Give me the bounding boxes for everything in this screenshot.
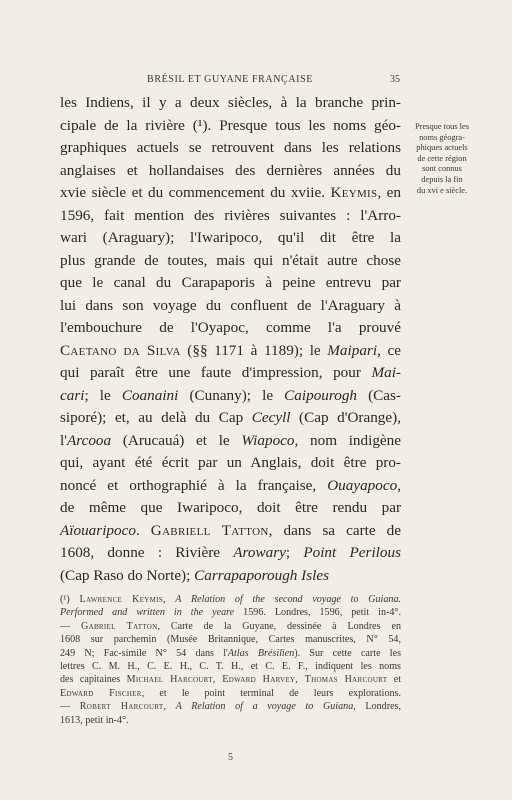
text-run: de même que Iwaripoco, doit être rendu par <box>60 499 401 516</box>
text-line <box>60 250 401 273</box>
footnote-line <box>60 647 401 660</box>
text-run: Cecyll <box>251 409 291 426</box>
text-run: . <box>321 184 331 201</box>
text-run: Coanaini <box>121 386 179 404</box>
text-run: des capitaines <box>60 674 127 686</box>
text-run: ; <box>285 544 304 561</box>
text-run: lui dans son voyage du confluent de l'Araguary à <box>60 296 401 314</box>
text-line <box>60 497 401 520</box>
text-run: Keymis <box>330 184 378 201</box>
text-run: ; le <box>84 386 122 404</box>
signature-mark: 5 <box>228 752 233 763</box>
text-run: ¹ <box>197 116 203 134</box>
marginal-note-line: sont connus <box>422 164 462 174</box>
text-run: (Cunany); le <box>178 386 285 404</box>
footnote-line <box>60 714 401 727</box>
text-run: ( <box>60 594 64 605</box>
text-run: Ouayapoco <box>327 476 398 494</box>
text-run: cipale de la rivière ( <box>60 116 198 134</box>
footnote-line <box>60 620 401 633</box>
text-line <box>60 407 401 430</box>
text-line <box>60 92 401 115</box>
text-run: plus grande de toutes, mais qui n'était autre chose <box>60 251 401 269</box>
text-run: l'embouchure de l'Oyapoc, comme l'a prouvé <box>60 319 401 336</box>
text-run: et <box>387 674 402 686</box>
text-run: ). Sur cette carte les <box>294 647 401 659</box>
text-run: . <box>135 521 151 539</box>
text-run: A Relation of the second voyage to Guiana. <box>175 594 402 605</box>
text-run: ). Presque tous les noms géo- <box>202 116 401 134</box>
text-run: (Cap Raso do Norte); <box>60 566 195 584</box>
text-line <box>60 295 401 318</box>
text-line <box>60 205 401 228</box>
text-run: Maipari <box>327 341 378 359</box>
text-run: , Londres, <box>353 701 402 713</box>
text-run: 1613, petit in-4°. <box>60 714 129 726</box>
marginal-note-line: de cette région <box>417 153 467 163</box>
text-run: Wiapoco <box>241 431 295 449</box>
footnote-line <box>60 593 401 606</box>
text-line <box>60 115 401 138</box>
text-line <box>60 565 401 588</box>
text-run: cari <box>60 386 85 404</box>
text-run: Gabriel Tatton <box>81 620 158 632</box>
text-run: noncé et orthographié à la française, <box>60 476 328 494</box>
text-line <box>60 430 401 453</box>
text-run: Caetano da Silva <box>60 341 181 359</box>
text-run: , <box>163 701 176 713</box>
text-run: A Relation of a voyage to Guiana <box>175 701 354 713</box>
text-run: 1608, donne : Rivière <box>60 544 234 561</box>
text-run: Carrapaporough Isles <box>194 566 330 584</box>
main-text <box>60 92 401 587</box>
text-run: Lawrence Keymis <box>79 594 164 605</box>
text-run: , dans sa carte de <box>268 521 401 539</box>
text-run: xvi <box>60 184 80 201</box>
text-run: , et le point terminal de leurs explorations. <box>141 687 401 699</box>
text-run: (Cas- <box>357 386 401 404</box>
text-run: , Carte de la Guyane, dessinée à Londres en <box>157 620 402 632</box>
text-run: Arowary <box>233 544 286 561</box>
marginal-note-line: du xvi e siècle. <box>416 185 468 195</box>
text-run: anglaises et hollandaises des dernières années du <box>60 161 401 179</box>
page-number: 35 <box>390 74 400 85</box>
marginal-note <box>408 122 476 196</box>
footnote-line <box>60 700 401 713</box>
text-run: l' <box>60 431 67 449</box>
text-run: Robert Harcourt <box>79 701 164 713</box>
footnote-line <box>60 660 401 673</box>
text-run: Michael Harcourt, Edward Harvey, Thomas Harcourt <box>126 674 388 686</box>
text-run: Caipourogh <box>284 386 358 404</box>
footnote-line <box>60 673 401 686</box>
text-run: 1596, fait mention des rivières suivantes : l'Arro- <box>60 206 401 224</box>
text-line <box>60 272 401 295</box>
text-run: 1596. Londres, 1596, petit in-4°. <box>234 607 401 619</box>
text-run: ) <box>66 594 80 605</box>
text-run: qui paraît être une faute d'impression, pour <box>60 364 372 381</box>
footnote-line <box>60 633 401 646</box>
footnotes <box>60 593 401 727</box>
marginal-note-line: depuis la fin <box>421 174 463 184</box>
text-run: e <box>79 184 87 201</box>
text-run: graphiques actuels se retrouvent dans les relations <box>60 139 401 156</box>
text-run: , nom indigène <box>294 431 401 449</box>
text-run: Performed and written in the yeare <box>60 607 235 619</box>
text-run: que le canal du Carapaporis à peine entrevu par <box>60 274 401 291</box>
text-run: (Cap d'Orange), <box>290 409 401 426</box>
footnote-line <box>60 606 401 619</box>
text-run: wari (Araguary); l'Iwaripoco, qu'il dit être la <box>60 229 401 246</box>
text-run: Edward Fischer <box>60 687 142 699</box>
text-run: siporé); et, au delà du Cap <box>60 409 252 426</box>
text-line <box>60 227 401 250</box>
text-run: Mai- <box>371 364 401 381</box>
footnote-line <box>60 687 401 700</box>
text-run: , <box>397 476 401 494</box>
text-line <box>60 317 401 340</box>
text-run: e <box>314 184 322 201</box>
text-run: , <box>163 594 176 605</box>
text-run: qui, ayant été écrit par un Anglais, doit être pro- <box>60 454 401 471</box>
text-run: ¹ <box>63 594 67 605</box>
text-line <box>60 362 401 385</box>
text-run: siècle et du commencement du xvii <box>86 184 315 201</box>
text-run: (Arucauá) et le <box>111 431 242 449</box>
text-line <box>60 385 401 408</box>
text-line <box>60 182 401 205</box>
running-title: BRÉSIL ET GUYANE FRANÇAISE <box>147 74 313 85</box>
text-run: — <box>60 620 81 632</box>
text-run: 249 N; Fac-simile N° 54 dans l' <box>60 647 228 659</box>
text-run: les Indiens, il y a deux siècles, à la branche prin- <box>60 94 401 111</box>
text-run: Arcooa <box>66 431 112 449</box>
text-run: 1608 sur parchemin (Musée Britannique, Cartes manuscrites, N° 54, <box>60 634 401 646</box>
text-run: lettres C. M. H., C. E. H., C. T. H., et C. E. F., indiquent les noms <box>60 660 401 672</box>
marginal-note-line: Presque tous les <box>415 122 469 131</box>
text-run: Gabriell Tatton <box>150 521 269 539</box>
text-run: , en <box>377 184 402 201</box>
text-run: Point Perilous <box>303 544 401 561</box>
text-run: , ce <box>377 341 401 359</box>
text-run: — <box>60 701 80 713</box>
text-line <box>60 160 401 183</box>
text-line <box>60 137 401 160</box>
text-run: (§§ 1171 à 1189); le <box>180 341 328 359</box>
page-header <box>60 74 400 88</box>
text-line <box>60 340 401 363</box>
marginal-note-line: noms géogra- <box>419 132 465 142</box>
marginal-note-line: phiques actuels <box>416 143 468 153</box>
text-run: Atlas Brésilien <box>227 647 295 659</box>
text-line <box>60 542 401 565</box>
text-line <box>60 475 401 498</box>
text-line <box>60 452 401 475</box>
text-line <box>60 520 401 543</box>
text-run: Aïouaripoco <box>60 521 136 539</box>
